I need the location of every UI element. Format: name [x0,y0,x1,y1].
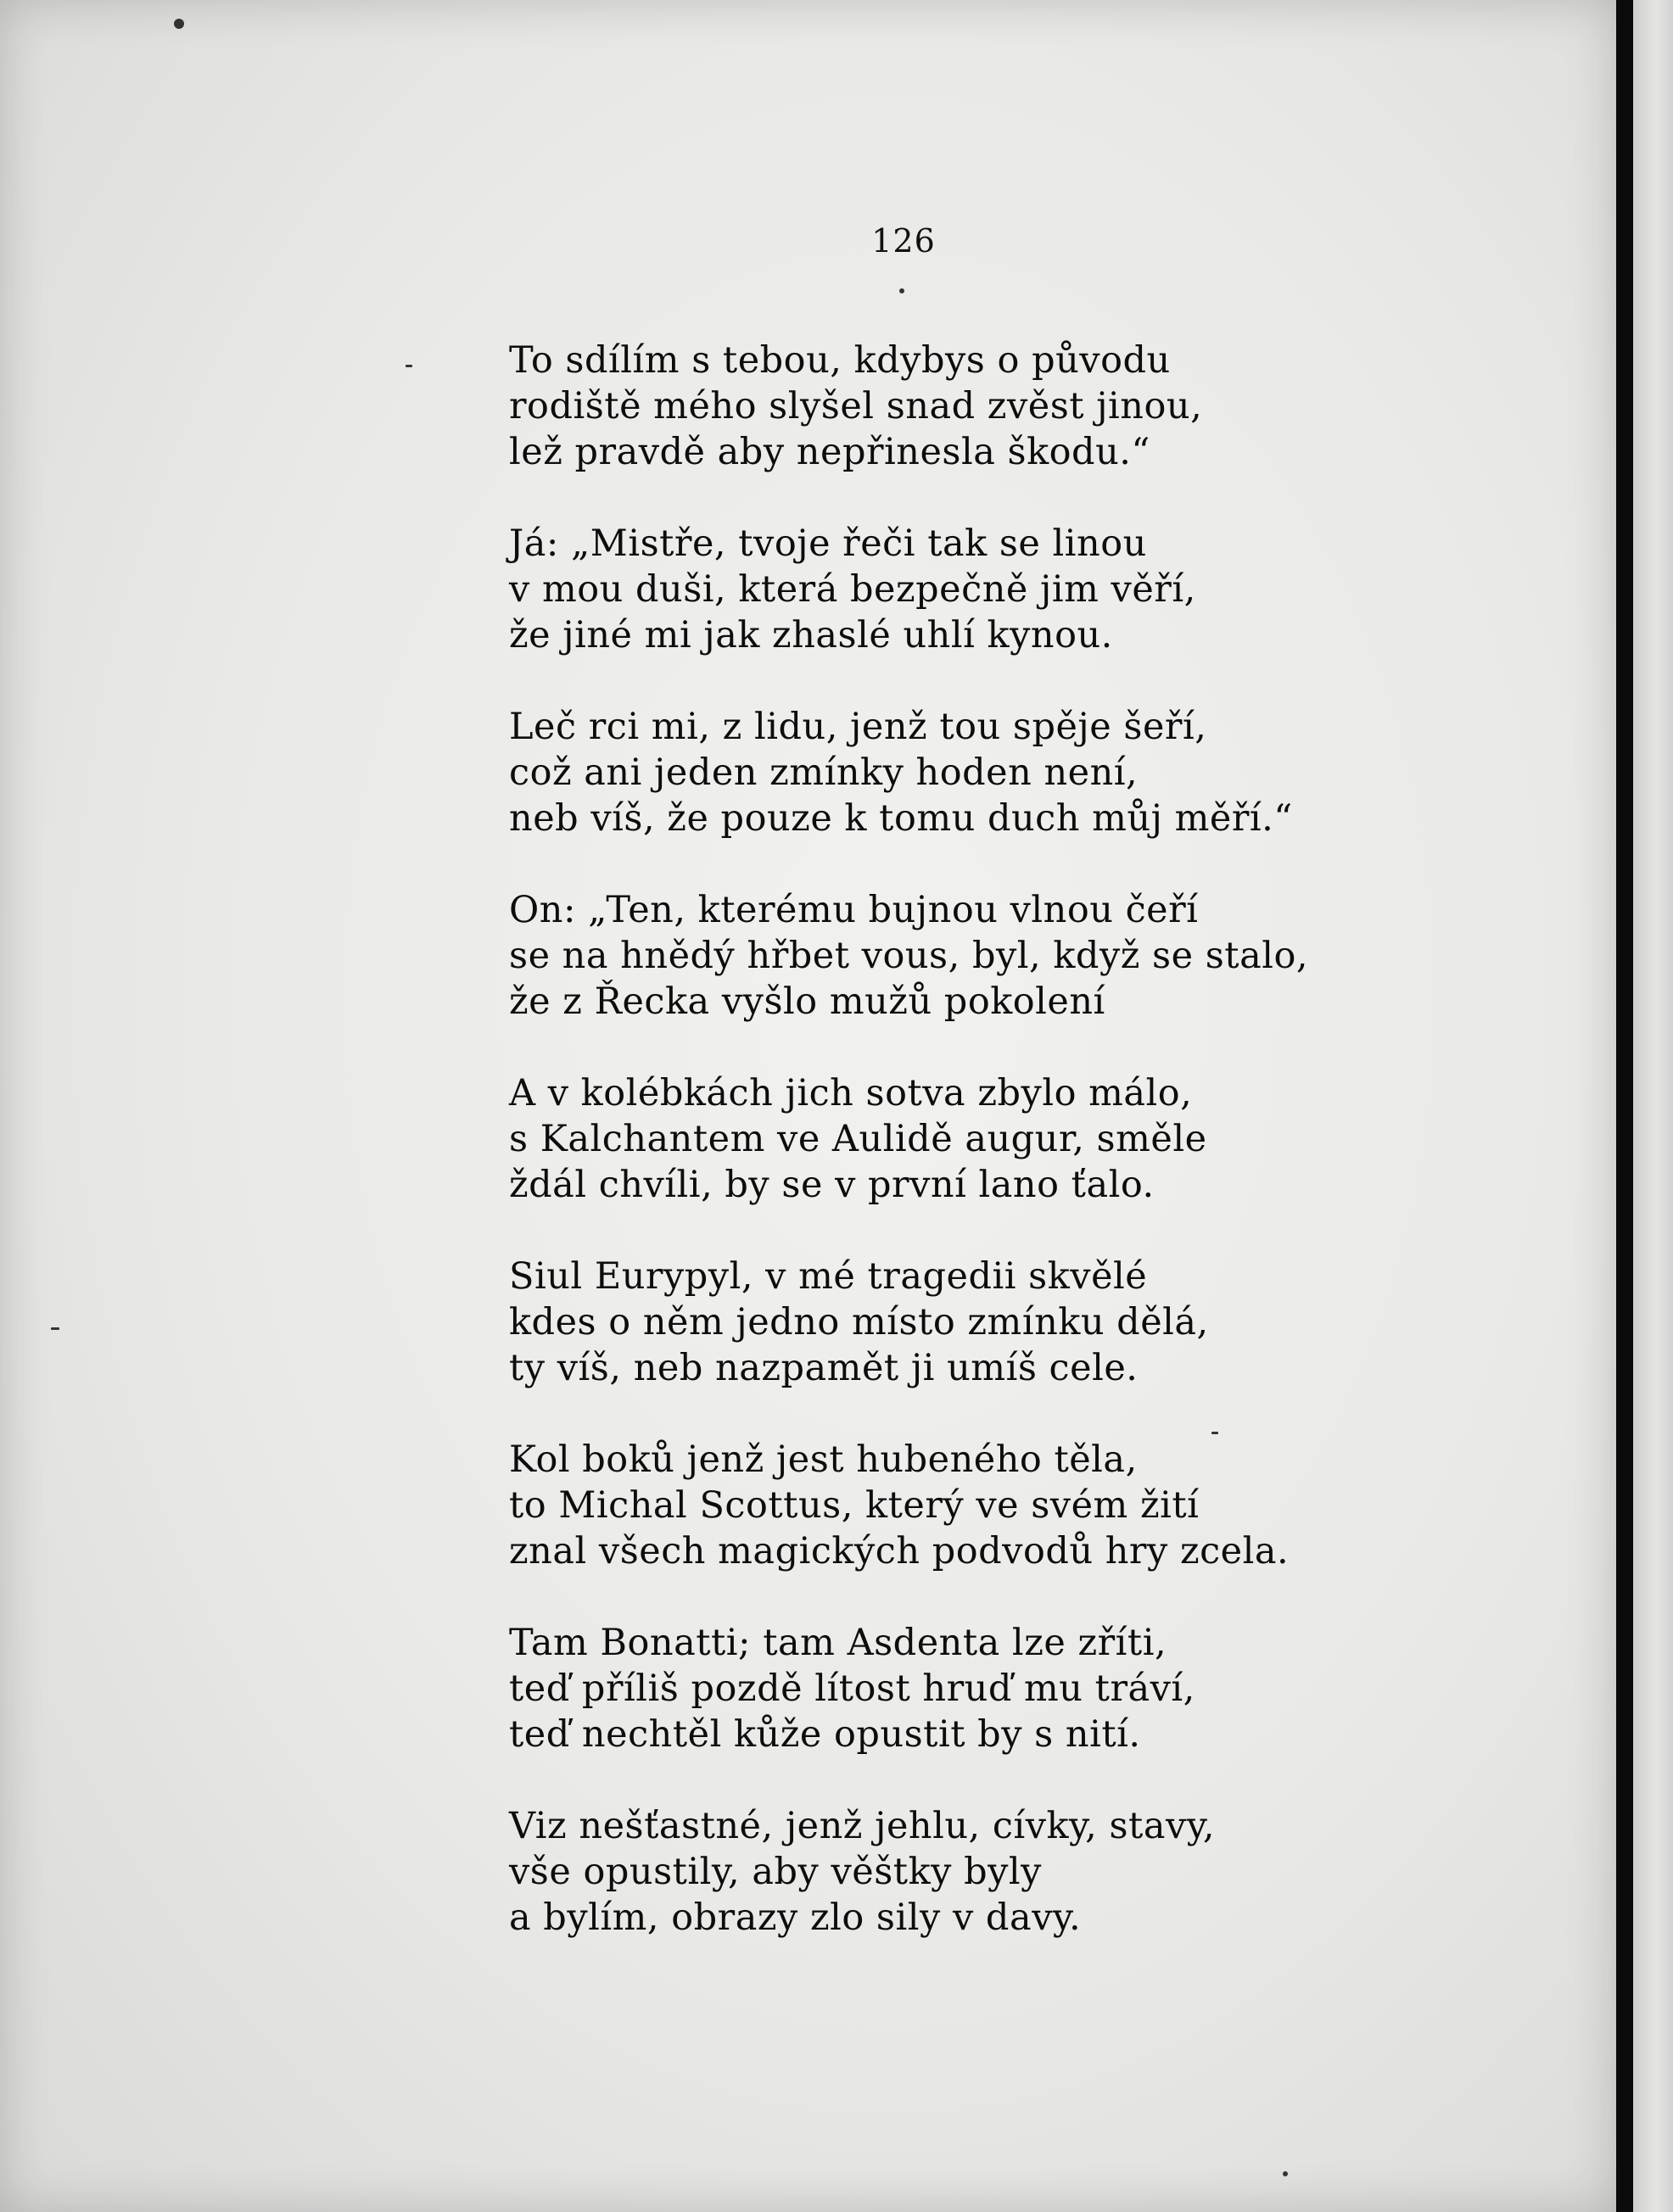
verse-line: což ani jeden zmínky hoden není, [509,751,1139,794]
print-speck [899,288,904,293]
verse-line: Siul Eurypyl, v mé tragedii skvělé [509,1255,1148,1298]
verse-line: rodiště mého slyšel snad zvěst jinou, [509,385,1203,427]
binding-shadow [1616,0,1633,2212]
verse-line: lež pravdě aby nepřinesla škodu.“ [509,431,1150,473]
adjacent-page-edge [1633,0,1673,2212]
stanza [509,338,1357,475]
print-speck [1283,2171,1288,2176]
stanza [509,521,1357,658]
verse-line: kdes o něm jedno místo zmínku dělá, [509,1301,1209,1343]
verse-line: Já: „Mistře, tvoje řeči tak se linou [509,522,1147,565]
print-speck [406,365,412,367]
stanza [509,1070,1357,1208]
page-number: 126 [871,222,936,260]
stanza [509,1620,1357,1757]
stanza [509,1803,1357,1941]
verse-line: ždál chvíli, by se v první lano ťalo. [509,1164,1155,1206]
verse-line: A v kolébkách jich sotva zbylo málo, [509,1072,1193,1114]
stanza [509,1254,1357,1391]
stanza [509,887,1357,1025]
verse-line: v mou duši, která bezpečně jim věří, [509,568,1196,611]
verse-line: se na hnědý hřbet vous, byl, když se stalo, [509,935,1309,977]
verse-line: Kol boků jenž jest hubeného těla, [509,1438,1138,1481]
verse-line: vše opustily, aby věštky byly [509,1851,1042,1893]
verse-line: Viz nešťastné, jenž jehlu, cívky, stavy, [509,1805,1216,1847]
stanza [509,1437,1357,1574]
verse-line: teď příliš pozdě lítost hruď mu tráví, [509,1667,1195,1710]
verse-line: To sdílím s tebou, kdybys o původu [509,339,1171,382]
verse-line: znal všech magických podvodů hry zcela. [509,1530,1290,1572]
verse-line: že jiné mi jak zhaslé uhlí kynou. [509,614,1113,656]
verse-line: teď nechtěl kůže opustit by s nití. [509,1713,1141,1756]
print-speck [174,19,184,29]
verse-line: že z Řecka vyšlo mužů pokolení [509,980,1105,1023]
verse-line: On: „Ten, kterému bujnou vlnou čeří [509,889,1199,931]
poem-text [509,338,1357,1941]
verse-line: Leč rci mi, z lidu, jenž tou spěje šeří, [509,706,1207,748]
verse-line: s Kalchantem ve Aulidě augur, směle [509,1118,1207,1160]
verse-line: neb víš, že pouze k tomu duch můj měří.“ [509,797,1293,840]
verse-line: Tam Bonatti; tam Asdenta lze zříti, [509,1622,1167,1664]
verse-line: a bylím, obrazy zlo sily v davy. [509,1896,1082,1939]
verse-line: to Michal Scottus, který ve svém žití [509,1484,1200,1527]
stanza [509,704,1357,841]
print-speck [51,1327,59,1330]
verse-line: ty víš, neb nazpamět ji umíš cele. [509,1347,1139,1389]
